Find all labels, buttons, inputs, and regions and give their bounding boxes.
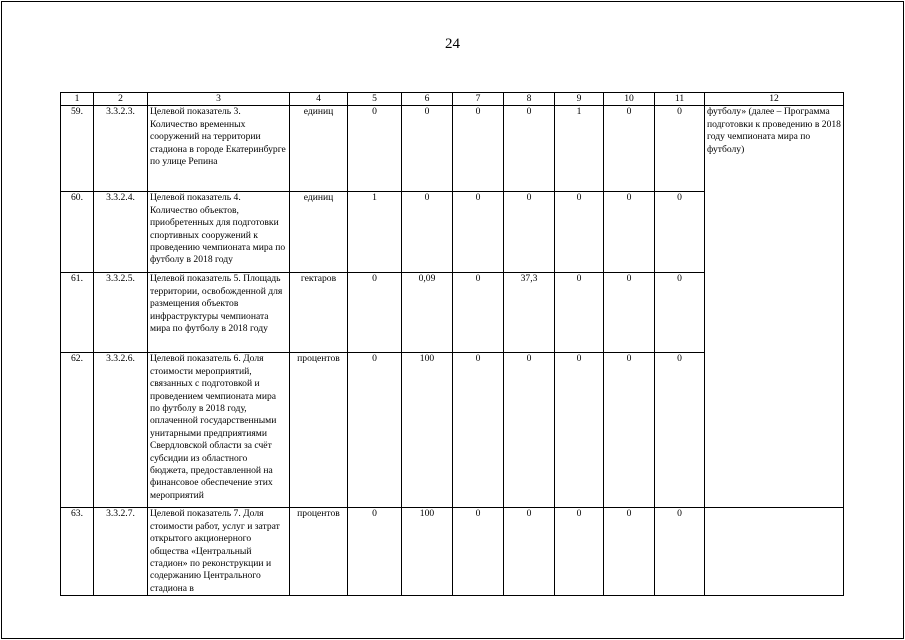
row-value-6: 0 (402, 192, 453, 273)
row-unit: единиц (290, 192, 348, 273)
row-value-6: 100 (402, 353, 453, 508)
row-value-7: 0 (453, 353, 504, 508)
row-unit: процентов (290, 508, 348, 596)
header-cell: 6 (402, 93, 453, 106)
row-indicator-text: Целевой показатель 6. Доля стоимости мероприятий, связанных с подготовкой и проведением чемпионата мира по футболу в 2018 году, оплаченной государственными унитарными предприятиями Свердловской области за счёт субсидии из областного бюджета, предоставленной на финансовое обеспечение этих мероприятий (148, 353, 290, 508)
row-value-6: 0,09 (402, 273, 453, 353)
row-value-11: 0 (655, 273, 705, 353)
header-cell: 5 (348, 93, 402, 106)
indicators-table (60, 92, 844, 596)
row-value-5: 0 (348, 508, 402, 596)
table-header-row (61, 93, 844, 106)
program-reference-cell: футболу» (далее – Программа подготовки к проведению в 2018 году чемпионата мира по футболу) (705, 106, 844, 508)
header-cell: 12 (705, 93, 844, 106)
header-cell: 11 (655, 93, 705, 106)
row-unit: единиц (290, 106, 348, 192)
header-cell: 7 (453, 93, 504, 106)
row-value-8: 0 (504, 353, 555, 508)
row-value-5: 0 (348, 273, 402, 353)
row-value-10: 0 (604, 106, 655, 192)
row-value-10: 0 (604, 192, 655, 273)
header-cell: 1 (61, 93, 94, 106)
row-value-8: 37,3 (504, 273, 555, 353)
header-cell: 10 (604, 93, 655, 106)
row-value-9: 1 (555, 106, 604, 192)
row-value-11: 0 (655, 353, 705, 508)
row-number: 59. (61, 106, 94, 192)
row-value-11: 0 (655, 192, 705, 273)
header-cell: 3 (148, 93, 290, 106)
row-indicator-text: Целевой показатель 7. Доля стоимости работ, услуг и затрат открытого акционерного общества «Центральный стадион» по реконструкции и содержанию Центрального стадиона в (148, 508, 290, 596)
row-value-9: 0 (555, 508, 604, 596)
header-cell: 4 (290, 93, 348, 106)
row-number: 63. (61, 508, 94, 596)
row-value-8: 0 (504, 192, 555, 273)
row-unit: процентов (290, 353, 348, 508)
row-unit: гектаров (290, 273, 348, 353)
header-cell: 2 (94, 93, 148, 106)
row-value-9: 0 (555, 192, 604, 273)
row-number: 61. (61, 273, 94, 353)
row-code: 3.3.2.6. (94, 353, 148, 508)
row-value-9: 0 (555, 273, 604, 353)
row-indicator-text: Целевой показатель 5. Площадь территории, освобожденной для размещения объектов инфраструктуры чемпионата мира по футболу в 2018 году (148, 273, 290, 353)
row-code: 3.3.2.5. (94, 273, 148, 353)
table-row (61, 106, 844, 192)
row-value-8: 0 (504, 508, 555, 596)
row-value-7: 0 (453, 106, 504, 192)
header-cell: 8 (504, 93, 555, 106)
row-value-5: 0 (348, 353, 402, 508)
row-value-10: 0 (604, 273, 655, 353)
row-value-5: 0 (348, 106, 402, 192)
row-value-8: 0 (504, 106, 555, 192)
empty-cell (705, 508, 844, 596)
row-value-10: 0 (604, 353, 655, 508)
row-value-11: 0 (655, 106, 705, 192)
row-value-9: 0 (555, 353, 604, 508)
row-value-6: 100 (402, 508, 453, 596)
row-value-11: 0 (655, 508, 705, 596)
row-code: 3.3.2.3. (94, 106, 148, 192)
row-number: 62. (61, 353, 94, 508)
row-value-7: 0 (453, 508, 504, 596)
row-value-7: 0 (453, 273, 504, 353)
row-value-10: 0 (604, 508, 655, 596)
row-indicator-text: Целевой показатель 4. Количество объектов, приобретенных для подготовки спортивных сооружений к проведению чемпионата мира по футболу в 2018 году (148, 192, 290, 273)
row-number: 60. (61, 192, 94, 273)
row-value-6: 0 (402, 106, 453, 192)
table-row (61, 508, 844, 596)
row-indicator-text: Целевой показатель 3. Количество временных сооружений на территории стадиона в городе Екатеринбурге по улице Репина (148, 106, 290, 192)
page-number: 24 (445, 36, 460, 52)
row-value-5: 1 (348, 192, 402, 273)
row-value-7: 0 (453, 192, 504, 273)
row-code: 3.3.2.4. (94, 192, 148, 273)
header-cell: 9 (555, 93, 604, 106)
row-code: 3.3.2.7. (94, 508, 148, 596)
